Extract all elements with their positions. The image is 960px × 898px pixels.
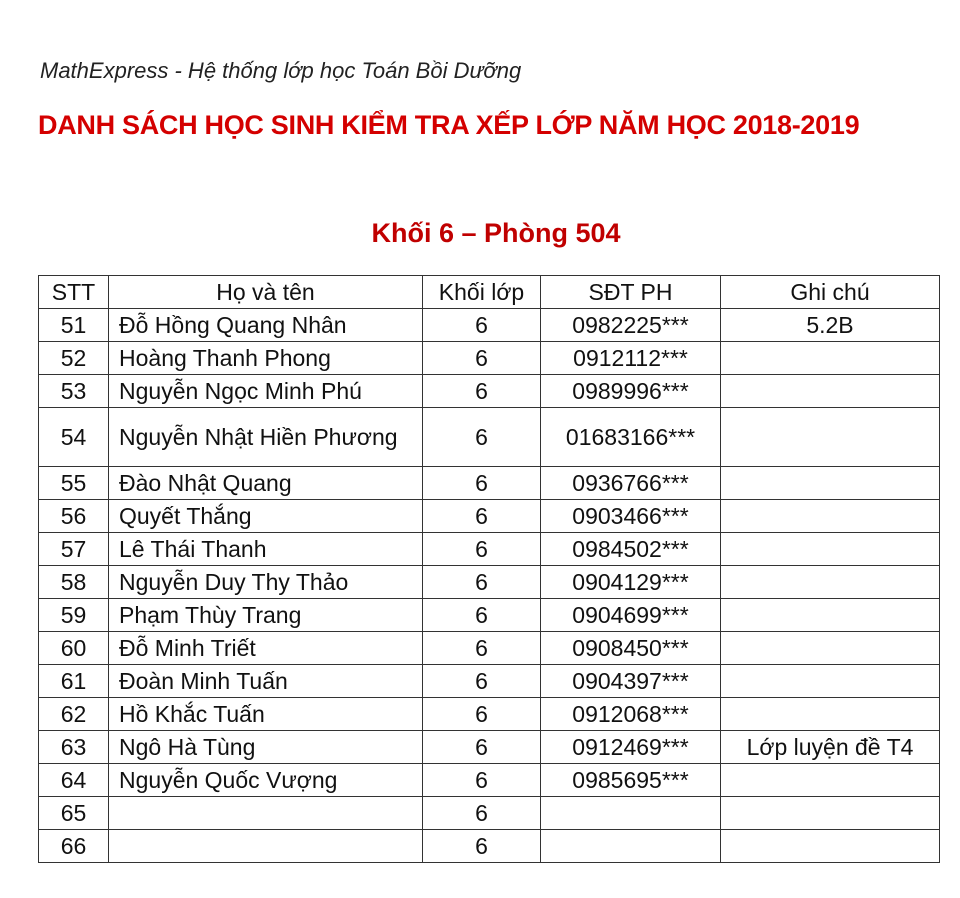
cell-parent-phone: 01683166*** <box>541 408 721 467</box>
column-header-phone: SĐT PH <box>541 276 721 309</box>
cell-student-name: Đỗ Minh Triết <box>109 632 423 665</box>
table-row <box>39 698 940 731</box>
table-row <box>39 665 940 698</box>
cell-note <box>721 764 940 797</box>
cell-student-name: Đỗ Hồng Quang Nhân <box>109 309 423 342</box>
cell-parent-phone: 0984502*** <box>541 533 721 566</box>
table-row <box>39 632 940 665</box>
table-row <box>39 309 940 342</box>
cell-grade: 6 <box>423 309 541 342</box>
cell-parent-phone: 0904699*** <box>541 599 721 632</box>
table-header-row <box>39 276 940 309</box>
organization-name: MathExpress - Hệ thống lớp học Toán Bồi Dưỡng <box>40 58 522 83</box>
cell-student-name: Nguyễn Nhật Hiền Phương <box>109 408 423 467</box>
table-row <box>39 467 940 500</box>
cell-note <box>721 665 940 698</box>
table-row <box>39 375 940 408</box>
cell-student-name: Hồ Khắc Tuấn <box>109 698 423 731</box>
cell-grade: 6 <box>423 665 541 698</box>
cell-note <box>721 797 940 830</box>
cell-parent-phone: 0936766*** <box>541 467 721 500</box>
table-row <box>39 533 940 566</box>
cell-student-name: Đoàn Minh Tuấn <box>109 665 423 698</box>
cell-stt: 56 <box>39 500 109 533</box>
cell-grade: 6 <box>423 408 541 467</box>
cell-student-name <box>109 797 423 830</box>
cell-stt: 51 <box>39 309 109 342</box>
cell-student-name: Phạm Thùy Trang <box>109 599 423 632</box>
cell-student-name: Ngô Hà Tùng <box>109 731 423 764</box>
document-title: DANH SÁCH HỌC SINH KIỂM TRA XẾP LỚP NĂM HỌC 2018-2019 <box>38 110 860 140</box>
cell-parent-phone: 0904397*** <box>541 665 721 698</box>
column-header-note: Ghi chú <box>721 276 940 309</box>
cell-student-name: Lê Thái Thanh <box>109 533 423 566</box>
cell-stt: 65 <box>39 797 109 830</box>
cell-note <box>721 342 940 375</box>
room-subtitle: Khối 6 – Phòng 504 <box>371 218 621 248</box>
table-row <box>39 797 940 830</box>
cell-stt: 53 <box>39 375 109 408</box>
cell-student-name: Nguyễn Quốc Vượng <box>109 764 423 797</box>
cell-note <box>721 375 940 408</box>
cell-stt: 55 <box>39 467 109 500</box>
cell-grade: 6 <box>423 533 541 566</box>
cell-grade: 6 <box>423 599 541 632</box>
column-header-grade: Khối lớp <box>423 276 541 309</box>
cell-student-name: Hoàng Thanh Phong <box>109 342 423 375</box>
cell-grade: 6 <box>423 764 541 797</box>
cell-parent-phone: 0903466*** <box>541 500 721 533</box>
cell-grade: 6 <box>423 797 541 830</box>
cell-note <box>721 599 940 632</box>
cell-stt: 58 <box>39 566 109 599</box>
cell-grade: 6 <box>423 342 541 375</box>
cell-grade: 6 <box>423 632 541 665</box>
table-row <box>39 830 940 863</box>
cell-note <box>721 533 940 566</box>
cell-stt: 64 <box>39 764 109 797</box>
column-header-name: Họ và tên <box>109 276 423 309</box>
cell-stt: 62 <box>39 698 109 731</box>
cell-grade: 6 <box>423 375 541 408</box>
cell-stt: 66 <box>39 830 109 863</box>
cell-grade: 6 <box>423 566 541 599</box>
table-row <box>39 599 940 632</box>
table-body <box>39 309 940 863</box>
cell-note <box>721 467 940 500</box>
cell-parent-phone: 0912112*** <box>541 342 721 375</box>
cell-student-name: Nguyễn Ngọc Minh Phú <box>109 375 423 408</box>
table-row <box>39 408 940 467</box>
cell-grade: 6 <box>423 731 541 764</box>
cell-stt: 63 <box>39 731 109 764</box>
cell-stt: 60 <box>39 632 109 665</box>
cell-parent-phone: 0989996*** <box>541 375 721 408</box>
table-row <box>39 566 940 599</box>
cell-stt: 52 <box>39 342 109 375</box>
cell-parent-phone <box>541 830 721 863</box>
cell-parent-phone: 0912469*** <box>541 731 721 764</box>
table-row <box>39 731 940 764</box>
cell-stt: 59 <box>39 599 109 632</box>
cell-student-name <box>109 830 423 863</box>
table-row <box>39 500 940 533</box>
cell-note <box>721 566 940 599</box>
table-row <box>39 764 940 797</box>
cell-note <box>721 500 940 533</box>
cell-note <box>721 408 940 467</box>
cell-note <box>721 632 940 665</box>
cell-parent-phone <box>541 797 721 830</box>
cell-parent-phone: 0982225*** <box>541 309 721 342</box>
cell-note <box>721 698 940 731</box>
table-row <box>39 342 940 375</box>
cell-parent-phone: 0985695*** <box>541 764 721 797</box>
cell-stt: 61 <box>39 665 109 698</box>
cell-student-name: Quyết Thắng <box>109 500 423 533</box>
cell-grade: 6 <box>423 698 541 731</box>
cell-stt: 54 <box>39 408 109 467</box>
cell-student-name: Đào Nhật Quang <box>109 467 423 500</box>
cell-parent-phone: 0908450*** <box>541 632 721 665</box>
cell-grade: 6 <box>423 830 541 863</box>
cell-student-name: Nguyễn Duy Thy Thảo <box>109 566 423 599</box>
cell-grade: 6 <box>423 500 541 533</box>
cell-note <box>721 830 940 863</box>
cell-parent-phone: 0904129*** <box>541 566 721 599</box>
cell-note: Lớp luyện đề T4 <box>721 731 940 764</box>
cell-grade: 6 <box>423 467 541 500</box>
column-header-stt: STT <box>39 276 109 309</box>
cell-parent-phone: 0912068*** <box>541 698 721 731</box>
cell-stt: 57 <box>39 533 109 566</box>
student-table <box>38 275 940 863</box>
cell-note: 5.2B <box>721 309 940 342</box>
